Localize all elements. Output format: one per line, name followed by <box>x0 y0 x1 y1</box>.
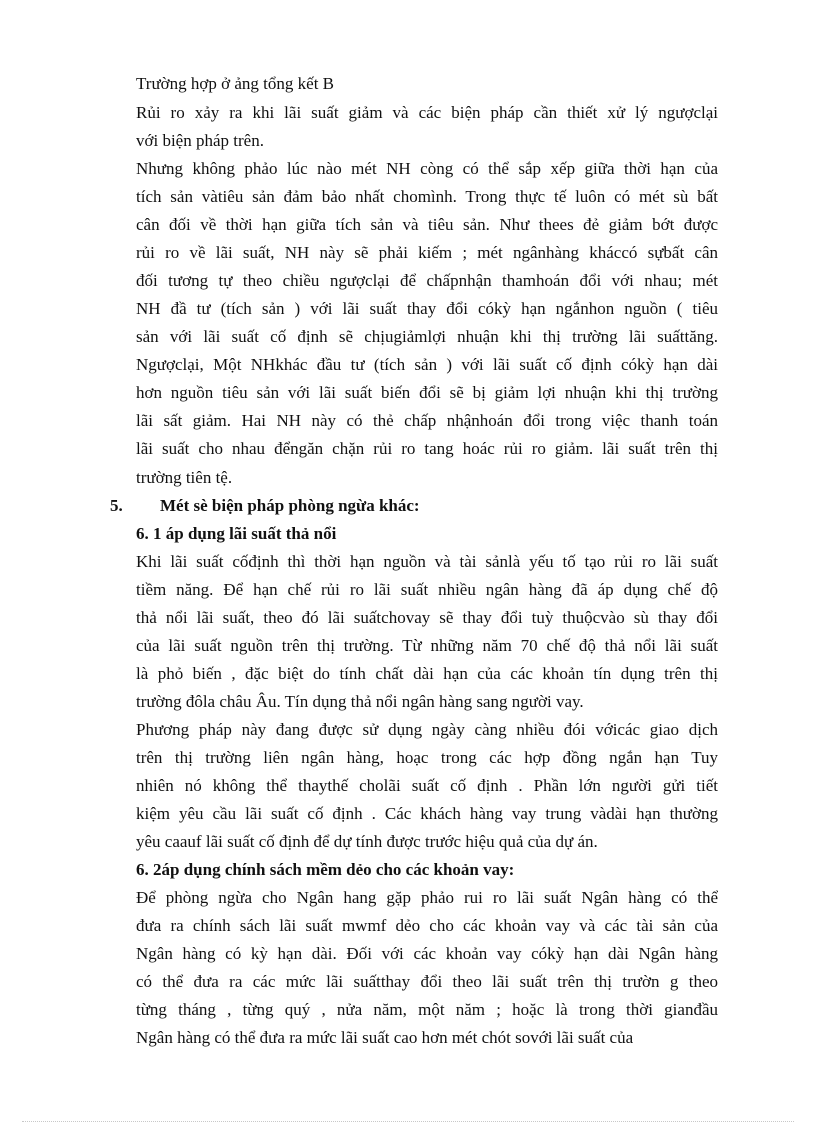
text-line: Để phòng ngừa cho Ngân hang gặp phảo rui ro lãi suất Ngân hàng có thể <box>136 888 718 907</box>
text-line: nhiên nó không thể thaythế cholãi suất cố định . Phần lớn người gửi tiết <box>136 776 718 795</box>
text-line: là phỏ biến , đặc biệt do tính chất dài hạn của các khoản tín dụng trên thị <box>136 664 718 683</box>
text-line: trường đôla châu Âu. Tín dụng thả nổi ngân hàng sang người vay. <box>136 692 584 711</box>
page-bottom-divider <box>22 1121 794 1122</box>
text-line: Khi lãi suất cốđịnh thì thời hạn nguồn và tài sảnlà yếu tố tạo rủi ro lãi suất <box>136 552 718 571</box>
text-line: trên thị trường liên ngân hàng, hoạc trong các hợp đồng ngắn hạn Tuy <box>136 748 718 767</box>
text-line: Phương pháp này đang được sử dụng ngày càng nhiều đói vớicác giao dịch <box>136 720 718 739</box>
text-line: từng tháng , từng quý , nửa năm, một năm ; hoặc là trong thời gianđầu <box>136 1000 718 1019</box>
text-line: tích sản vàtiêu sản đảm bảo nhất chomình. Trong thực tế luôn có mét sù bất <box>136 187 718 206</box>
text-line: đối tương tự theo chiều ngượclại để chấpnhận thamhoán đổi với nhau; mét <box>136 271 718 290</box>
text-line: trường tiên tệ. <box>136 468 233 487</box>
text-line: tiềm năng. Để hạn chế rủi ro lãi suất nhiều ngân hàng đã áp dụng chế độ <box>136 580 718 599</box>
text-line: Trường hợp ở ảng tổng kết B <box>136 74 335 93</box>
text-line: hơn nguồn tiêu sản với lãi suất biến đổi sẽ bị giảm lợi nhuận khi thị trường <box>136 383 718 402</box>
subsection-heading: 6. 2áp dụng chính sách mềm dẻo cho các khoản vay: <box>136 860 515 879</box>
text-line: lãi suất cho nhau đểngăn chặn rủi ro tang hoác rủi ro giảm. lãi suất trên thị <box>136 439 718 458</box>
text-line: Rủi ro xảy ra khi lãi suất giảm và các biện pháp cần thiết xử lý ngượclại <box>136 103 718 122</box>
text-line: kiệm yêu cầu lãi suất cố định . Các khách hàng vay trung vàdài hạn thường <box>136 804 718 823</box>
text-line: Ngân hàng có kỳ hạn dài. Đối với các khoản vay cókỳ hạn dài Ngân hàng <box>136 944 718 963</box>
text-line: đưa ra chính sách lãi suất mwmf dẻo cho các khoản vay và các tài sản của <box>136 916 718 935</box>
text-line: sản với lãi suất cố định sẽ chịugiảmlợi nhuận khi thị trường lãi suấttăng. <box>136 327 718 346</box>
text-line: yêu caauf lãi suất cố định để dự tính được trước hiệu quả của dự án. <box>136 832 598 851</box>
text-line: với biện pháp trên. <box>136 131 264 150</box>
text-line: thả nổi lãi suất, theo đó lãi suấtchovay sẽ thay đổi tuỳ thuộcvào sù thay đổi <box>136 608 718 627</box>
section-number: 5. <box>110 496 123 515</box>
text-line: Nhưng không phảo lúc nào mét NH còng có thể sắp xếp giữa thời hạn của <box>136 159 718 178</box>
text-line: rủi ro về lãi suất, NH này sẽ phải kiếm ; mét ngânhàng kháccó sựbất cân <box>136 243 718 262</box>
text-line: NH đầ tư (tích sản ) với lãi suất thay đổi cókỳ hạn ngắnhon nguồn ( tiêu <box>136 299 718 318</box>
text-line: Ngân hàng có thể đưa ra mức lãi suất cao hơn mét chót sovới lãi suất của <box>136 1028 634 1047</box>
text-line: lãi sất giảm. Hai NH này có thẻ chấp nhậnhoán đổi trong việc thanh toán <box>136 411 718 430</box>
text-line: cân đối về thời hạn giữa tích sản và tiêu sản. Như thees đẻ giảm bớt được <box>136 215 718 234</box>
subsection-heading: 6. 1 áp dụng lãi suất thả nổi <box>136 524 337 543</box>
text-line: của lãi suất nguồn trên thị trường. Từ những năm 70 chế độ thả nổi lãi suất <box>136 636 718 655</box>
text-line: có thể đưa ra các mức lãi suấtthay đổi theo lãi suất trên thị trườn g theo <box>136 972 718 991</box>
text-line: Ngượclại, Một NHkhác đầu tư (tích sản ) với lãi suất cố định cókỳ hạn dài <box>136 355 718 374</box>
section-heading: Mét sè biện pháp phòng ngừa khác: <box>160 496 420 515</box>
